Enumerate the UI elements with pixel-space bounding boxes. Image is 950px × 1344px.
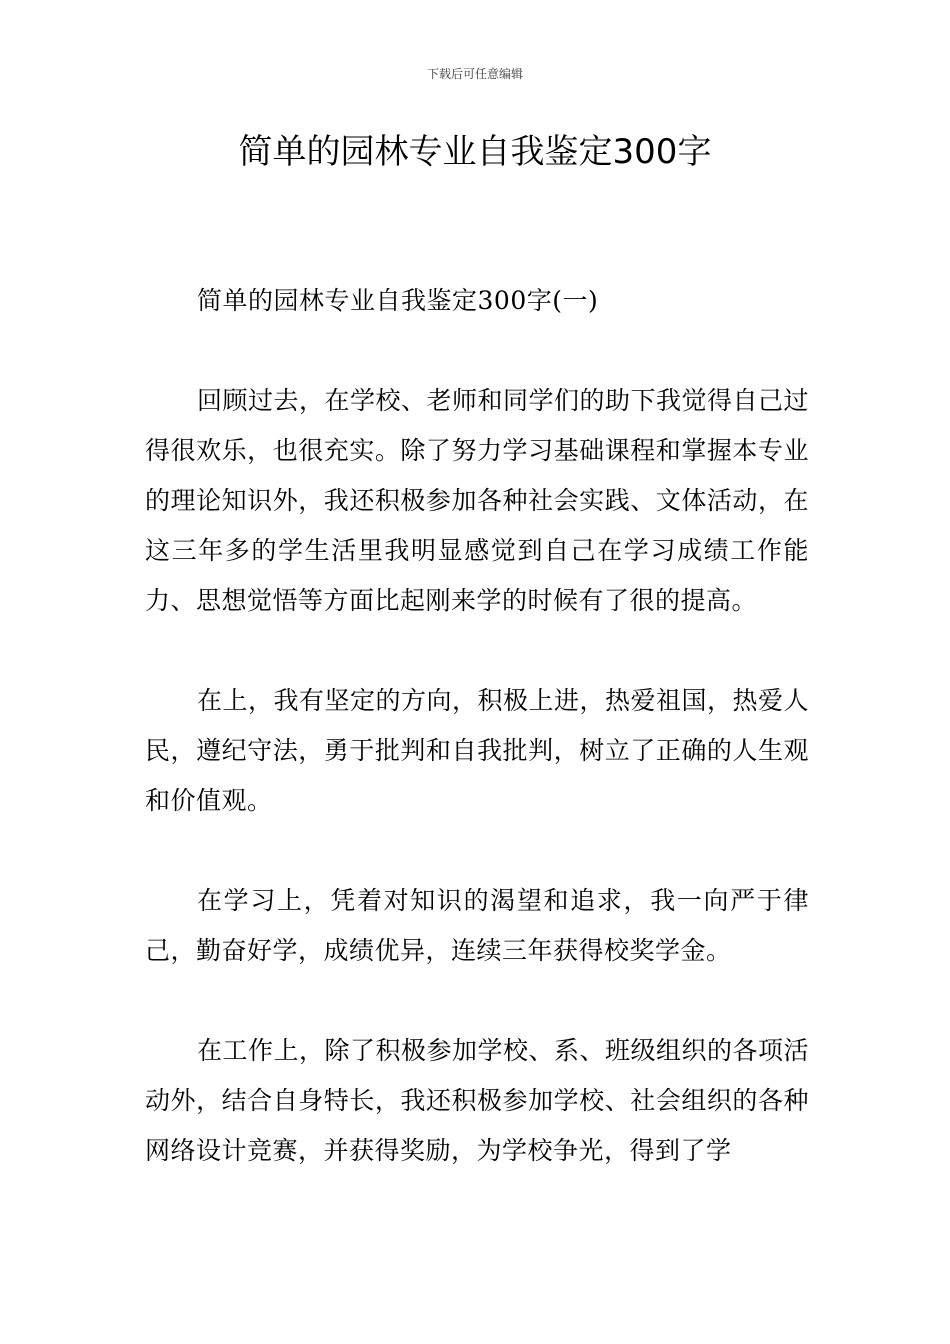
header-note: 下载后可任意编辑 [426, 67, 523, 81]
document-body [145, 276, 809, 1226]
paragraph-subtitle: 简单的园林专业自我鉴定300字(一) [197, 286, 599, 315]
document-title: 简单的园林专业自我鉴定300字 [238, 132, 712, 172]
paragraph: 在学习上，凭着对知识的渴望和追求，我一向严于律己，勤奋好学，成绩优异，连续三年获得校奖学金。 [145, 886, 809, 965]
paragraph: 回顾过去，在学校、老师和同学们的助下我觉得自己过得很欢乐，也很充实。除了努力学习基础课程和掌握本专业的理论知识外，我还积极参加各种社会实践、文体活动，在这三年多的学生活里我明显感觉到自己在学习成绩工作能力、思想觉悟等方面比起刚来学的时候有了很的提高。 [145, 386, 810, 615]
paragraph: 在工作上，除了积极参加学校、系、班级组织的各项活动外，结合自身特长，我还积极参加学校、社会组织的各种网络设计竞赛，并获得奖励，为学校争光，得到了学 [145, 1036, 810, 1165]
paragraph: 在上，我有坚定的方向，积极上进，热爱祖国，热爱人民，遵纪守法，勇于批判和自我批判，树立了正确的人生观和价值观。 [145, 686, 810, 815]
